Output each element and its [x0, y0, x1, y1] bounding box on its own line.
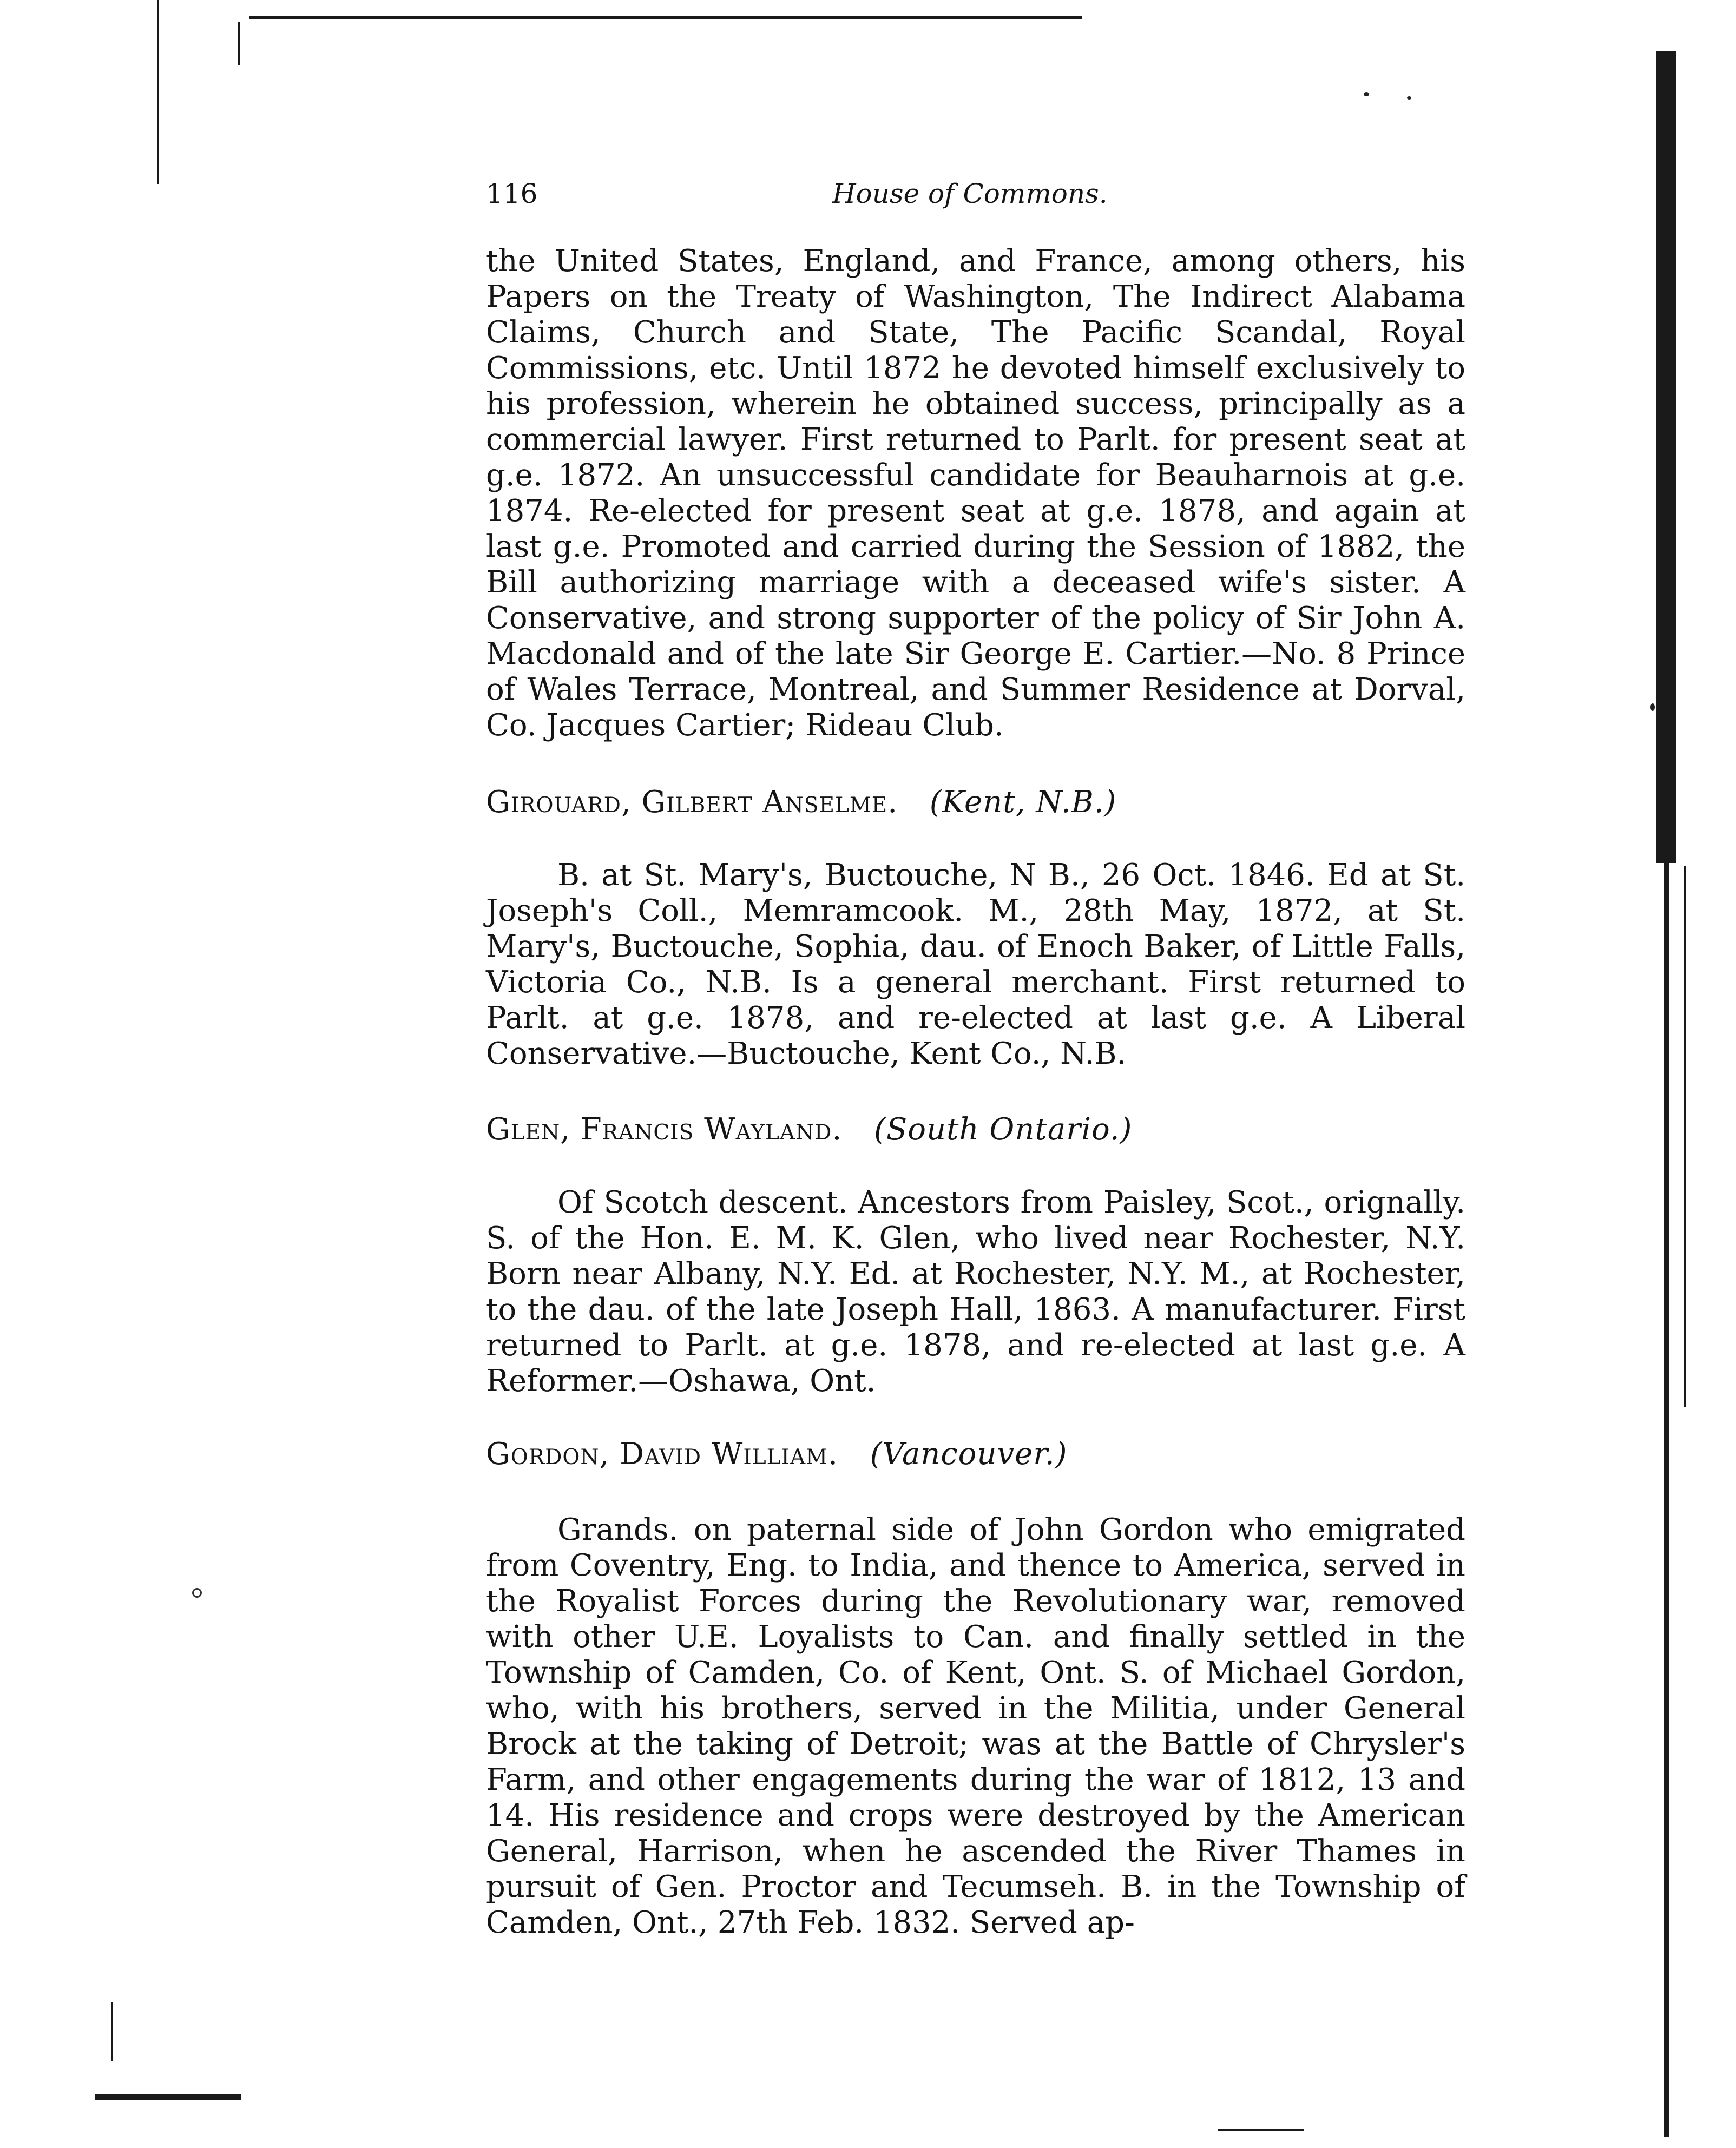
entry-body	[486, 858, 1465, 1072]
right-edge-bar	[1656, 51, 1676, 863]
member-name: Girouard, Gilbert Anselme.	[486, 785, 898, 820]
entry-body	[486, 1185, 1465, 1399]
speck	[1650, 703, 1655, 711]
bottom-left-smudge	[95, 2094, 241, 2100]
left-margin-line	[157, 0, 159, 184]
right-edge-stroke	[1684, 866, 1686, 1407]
entry-text: Of Scotch descent. Ancestors from Paisley, Scot., orignally. S. of the Hon. E. M. K. Glen, who lived near Rochester, N.Y. Born near Albany, N.Y. Ed. at Rochester, N.Y. M., at Rochester, to the dau. of the late Joseph Hall, 1863. A manufacturer. First returned to Parlt. at g.e. 1878, and re-elected at last g.e. A Reformer.—Oshawa, Ont.	[486, 1185, 1465, 1399]
entry-text: Grands. on paternal side of John Gordon who emigrated from Coventry, Eng. to India, and thence to America, served in the Royalist Forces during the Revolutionary war, removed with other U.E. Loyalists to Can. and finally settled in the Township of Camden, Co. of Kent, Ont. S. of Michael Gordon, who, with his brothers, served in the Militia, under General Brock at the taking of Detroit; was at the Battle of Chrysler's Farm, and other engagements during the war of 1812, 13 and 14. His residence and crops were destroyed by the American General, Harrison, when he ascended the River Thames in pursuit of Gen. Proctor and Tecumseh. B. in the Township of Camden, Ont., 27th Feb. 1832. Served ap-	[486, 1512, 1465, 1940]
page-number: 116	[486, 178, 538, 209]
speck	[192, 1588, 202, 1598]
speck	[1407, 96, 1411, 100]
top-rule	[249, 16, 1082, 19]
running-title: House of Commons.	[832, 178, 1108, 209]
speck	[1364, 92, 1369, 96]
member-name: Gordon, David William.	[486, 1437, 838, 1472]
constituency: (Vancouver.)	[870, 1437, 1068, 1472]
entry-heading	[486, 785, 1465, 820]
right-edge-bar-lower	[1664, 863, 1669, 2137]
entry-body	[486, 1512, 1465, 1941]
entry-text: B. at St. Mary's, Buctouche, N B., 26 Oct. 1846. Ed at St. Joseph's Coll., Memramcook. M., 28th May, 1872, at St. Mary's, Buctouche, Sophia, dau. of Enoch Baker, of Little Falls, Victoria Co., N.B. Is a general merchant. First returned to Parlt. at g.e. 1878, and re-elected at last g.e. A Liberal Conservative.—Buctouche, Kent Co., N.B.	[486, 858, 1465, 1071]
member-name: Glen, Francis Wayland.	[486, 1112, 843, 1147]
constituency: (South Ontario.)	[874, 1112, 1133, 1147]
entry-heading	[486, 1437, 1465, 1472]
constituency: (Kent, N.B.)	[929, 785, 1117, 820]
entry-heading	[486, 1112, 1465, 1148]
continuation-text: the United States, England, and France, among others, his Papers on the Treaty of Washington, The Indirect Alabama Claims, Church and State, The Pacific Scandal, Royal Commissions, etc. Until 1872 he devoted himself exclusively to his profession, wherein he obtained success, principally as a commercial lawyer. First returned to Parlt. for present seat at g.e. 1872. An unsuccessful candidate for Beauharnois at g.e. 1874. Re-elected for present seat at g.e. 1878, and again at last g.e. Promoted and carried during the Session of 1882, the Bill authorizing marriage with a deceased wife's sister. A Conservative, and strong supporter of the policy of Sir John A. Macdonald and of the late Sir George E. Cartier.—No. 8 Prince of Wales Terrace, Montreal, and Summer Residence at Dorval, Co. Jacques Cartier; Rideau Club.	[486, 243, 1465, 743]
running-header	[486, 172, 1465, 215]
left-margin-line-2	[238, 22, 240, 65]
continuation-paragraph	[486, 243, 1465, 743]
lower-left-mark	[111, 2002, 113, 2061]
bottom-rule	[1218, 2129, 1304, 2131]
